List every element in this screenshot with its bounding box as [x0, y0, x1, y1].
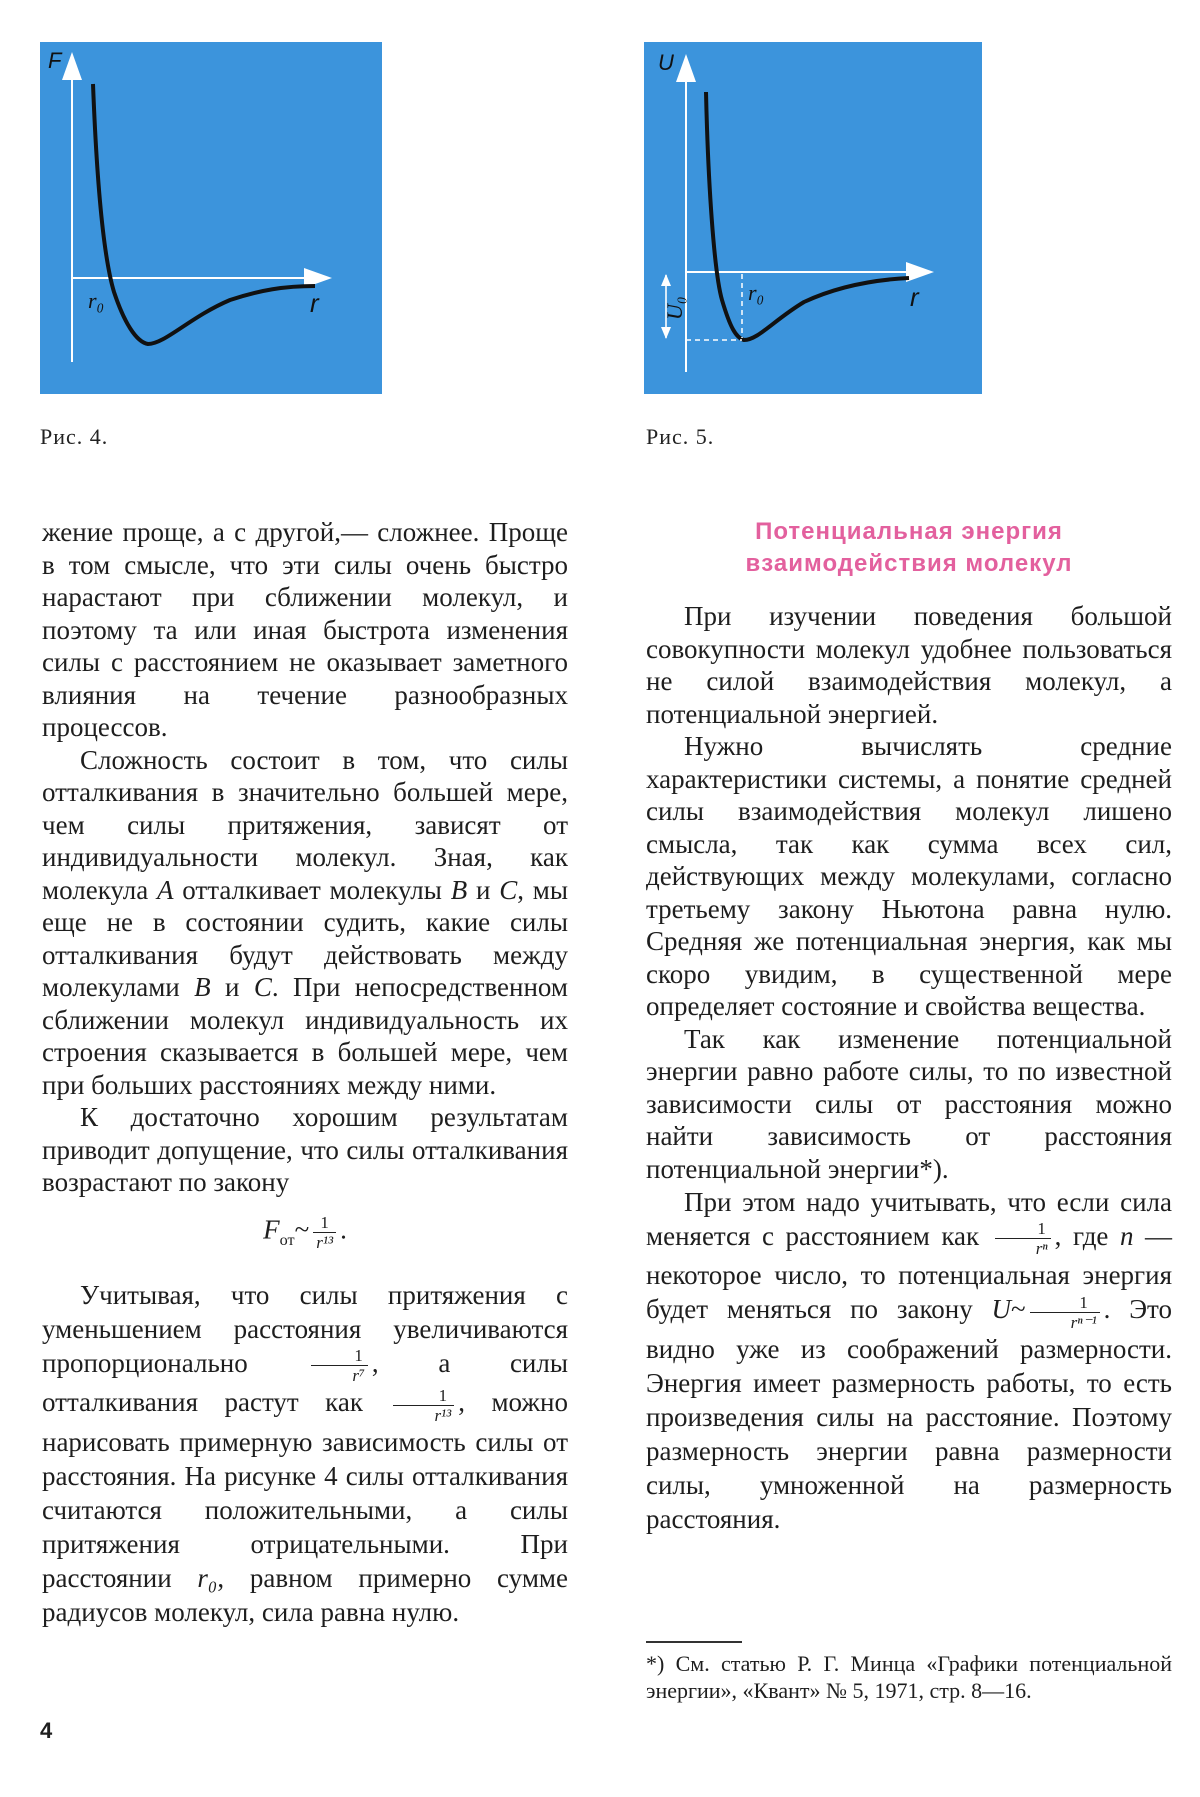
figure-5-caption: Рис. 5.	[646, 424, 715, 449]
right-column	[646, 600, 1172, 1536]
repulsion-formula: $F_{от}\sim$ $\frac{1}{\text{r¹³}}$ .	[263, 1212, 347, 1252]
left-paragraph-3: К достаточно хорошим результатам приводит допущение, что силы отталкивания возрастают по закону	[42, 1102, 568, 1197]
u0-label: U₀	[662, 296, 687, 320]
left-paragraph-4: Учитывая, что силы притяжения с уменьшением расстояния увеличиваются пропорционально $\frac{1}{\text{r⁷}}$ , а силы отталкивания растут как $\frac{1}{\text{r¹³}}$ , можно нарисовать примерную зависимость силы от расстояния. На рисунке 4 силы отталкивания считаются положительными, а силы притяжения отрицательными. При расстоянии r₀, равном примерно сумме радиусов молекул, сила равна нулю.	[42, 1280, 568, 1627]
force-curve	[93, 84, 315, 344]
r-axis-label: r	[310, 288, 319, 318]
footnote-divider	[646, 1641, 742, 1643]
left-column	[42, 516, 568, 1629]
r0-label: r₀	[748, 280, 765, 305]
u0-arrow-bottom	[661, 327, 671, 339]
r0-label: r₀	[88, 288, 105, 313]
force-graph-svg	[40, 42, 382, 394]
section-heading	[646, 516, 1172, 580]
left-paragraph-1: жение проще, а с другой,— сложнее. Проще в том смысле, что эти силы очень быстро нарастают при сближении молекул, и поэтому та или иная быстрота изменения силы с расстоянием не оказывает заметного влияния на течение разнообразных процессов.	[42, 517, 568, 742]
page-number: 4	[40, 1718, 53, 1743]
energy-curve	[706, 92, 909, 340]
right-paragraph-2: Нужно вычислять средние характеристики системы, а понятие средней силы взаимодействия молекул лишено смысла, так как сумма всех сил, действующих между молекулами, согласно третьему закону Ньютона равна нулю. Средняя же потенциальная энергия, как мы скоро увидим, в существенной мере определяет состояние и свойства вещества.	[646, 731, 1172, 1021]
right-paragraph-3: Так как изменение потенциальной энергии равно работе силы, то по известной зависимости силы от расстояния можно найти зависимость от расстояния потенциальной энергии*).	[646, 1023, 1172, 1184]
left-paragraph-2: Сложность состоит в том, что силы отталкивания в значительно большей мере, чем силы притяжения, зависят от индивидуальности молекул. Зная, как молекула A отталкивает молекулы B и C, мы еще не в состоянии судить, какие силы отталкивания будут действовать между молекулами B и C. При непосредственном сближении молекул индивидуальность их строения сказывается в большей мере, чем при больших расстояниях между ними.	[42, 744, 569, 1100]
figure-4-caption: Рис. 4.	[40, 424, 109, 449]
energy-graph-svg	[644, 42, 982, 394]
u-axis-label: U	[658, 50, 674, 75]
f-axis-label: F	[48, 48, 62, 73]
r-axis-label: r	[910, 282, 919, 312]
figure-5-energy-graph	[644, 42, 982, 394]
heading-line-1: Потенциальная энергия	[755, 518, 1063, 545]
figure-4-force-graph	[40, 42, 382, 394]
heading-line-2: взаимодействия молекул	[745, 550, 1073, 577]
right-paragraph-4: При этом надо учитывать, что если сила меняется с расстоянием как $\frac{1}{\text{rⁿ}}$ , где n — некоторое число, то потенциальная энергия будет меняться по закону U~ $\frac{1}{\text{rⁿ⁻¹}}$ . Это видно уже из соображений размерности. Энергия имеет размерность работы, то есть произведения силы на расстояние. Поэтому размерность энергии равна размерности силы, умноженной на размерность расстояния.	[646, 1187, 1172, 1534]
right-paragraph-1: При изучении поведения большой совокупности молекул удобнее пользоваться не силой взаимодействия молекул, а потенциальной энергией.	[646, 601, 1172, 729]
footnote: *) См. статью Р. Г. Минца «Графики потенциальной энергии», «Квант» № 5, 1971, стр. 8—16.	[646, 1651, 1172, 1703]
u0-arrow-top	[661, 274, 671, 286]
